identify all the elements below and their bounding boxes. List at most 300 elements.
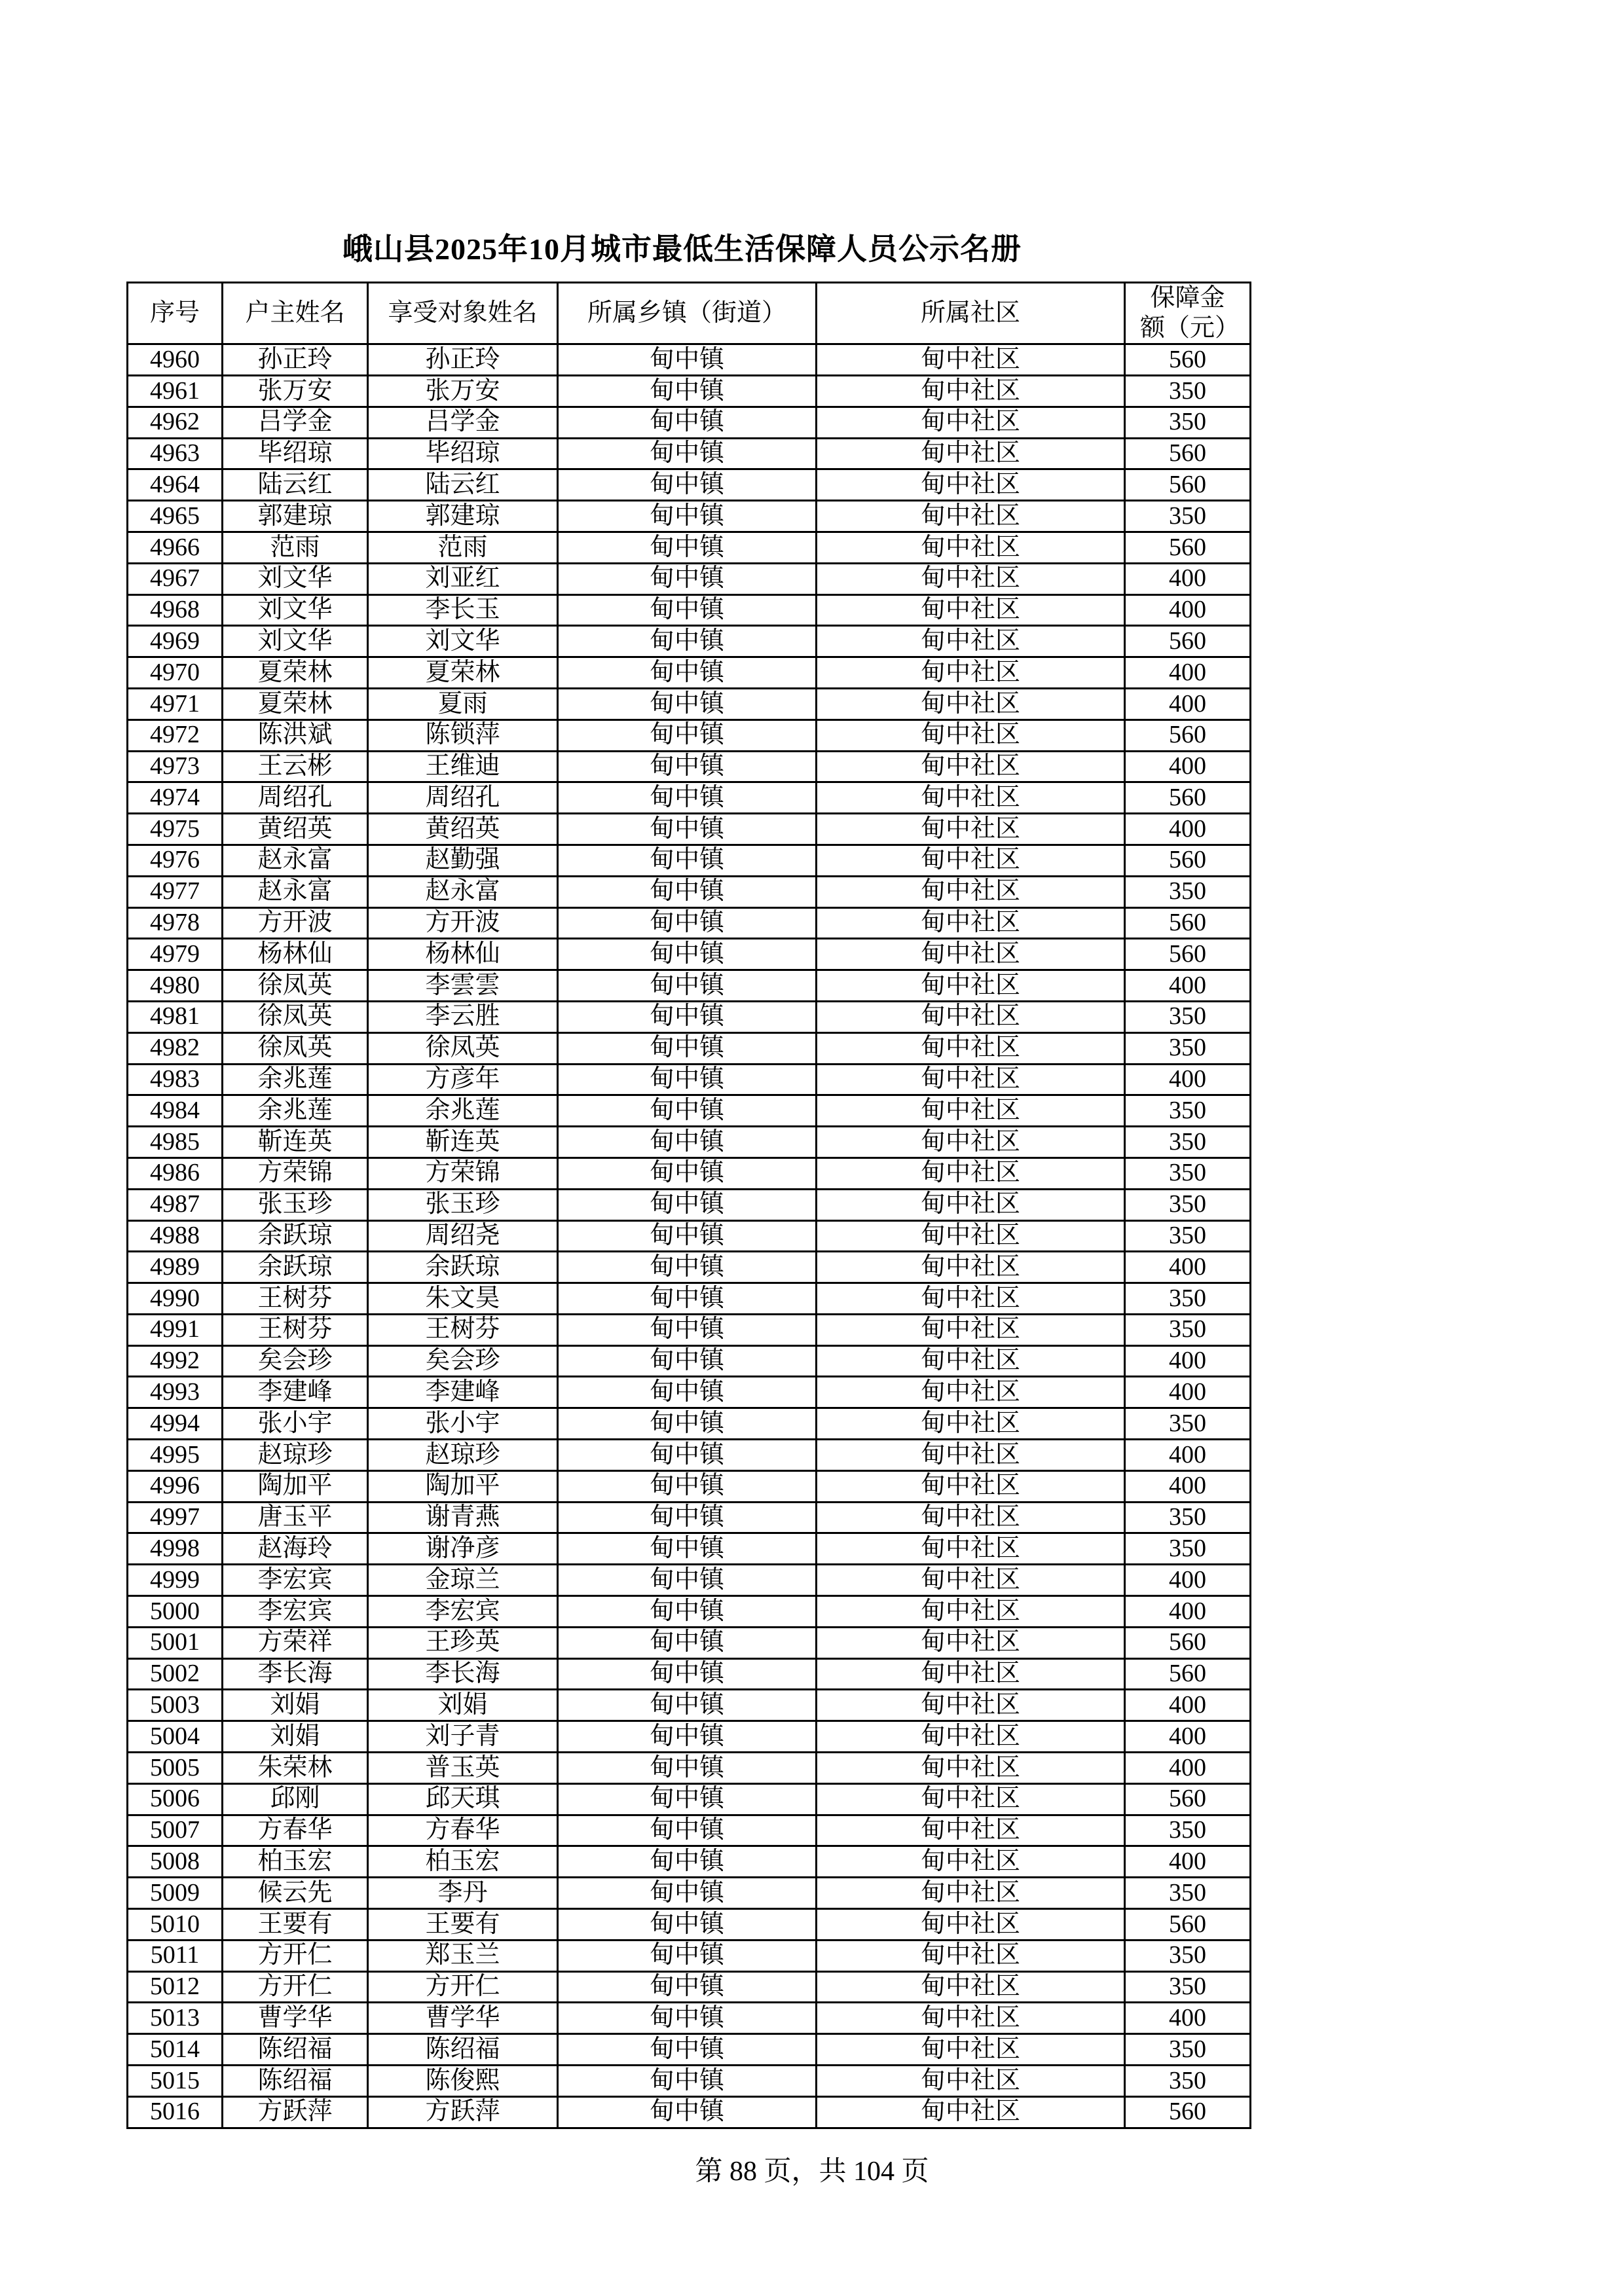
cell-serial: 4960 [128,344,223,376]
cell-beneficiary: 郭建琼 [368,501,558,532]
cell-beneficiary: 李丹 [368,1878,558,1909]
cell-amount: 350 [1125,1189,1251,1220]
table-row [128,1783,1251,1815]
cell-serial: 4986 [128,1157,223,1189]
cell-township: 甸中镇 [558,939,817,970]
cell-householder: 李宏宾 [223,1596,368,1628]
cell-community: 甸中社区 [817,1440,1125,1471]
cell-beneficiary: 李雲雲 [368,970,558,1002]
cell-beneficiary: 周绍孔 [368,782,558,814]
roster-table [126,282,1251,2129]
cell-community: 甸中社区 [817,1252,1125,1283]
table-row [128,845,1251,876]
cell-beneficiary: 余兆莲 [368,1095,558,1127]
table-row [128,1345,1251,1377]
table-row [128,2003,1251,2034]
cell-householder: 刘文华 [223,626,368,657]
table-row [128,782,1251,814]
table-body [128,344,1251,2128]
cell-beneficiary: 谢净彦 [368,1533,558,1565]
cell-township: 甸中镇 [558,907,817,939]
cell-beneficiary: 李建峰 [368,1377,558,1408]
cell-beneficiary: 毕绍琼 [368,438,558,469]
cell-township: 甸中镇 [558,2003,817,2034]
cell-serial: 5008 [128,1846,223,1878]
cell-amount: 560 [1125,469,1251,501]
table-row [128,751,1251,782]
cell-township: 甸中镇 [558,970,817,1002]
cell-amount: 400 [1125,688,1251,720]
cell-serial: 5000 [128,1596,223,1628]
cell-serial: 4975 [128,814,223,845]
cell-community: 甸中社区 [817,1878,1125,1909]
cell-householder: 方开仁 [223,1971,368,2003]
cell-householder: 吕学金 [223,407,368,438]
cell-community: 甸中社区 [817,1408,1125,1440]
cell-householder: 王树芬 [223,1314,368,1345]
cell-community: 甸中社区 [817,626,1125,657]
cell-beneficiary: 余跃琼 [368,1252,558,1283]
table-row [128,469,1251,501]
cell-serial: 5014 [128,2034,223,2066]
cell-beneficiary: 杨林仙 [368,939,558,970]
cell-community: 甸中社区 [817,1783,1125,1815]
cell-amount: 400 [1125,1470,1251,1502]
cell-householder: 方跃萍 [223,2096,368,2128]
cell-amount: 350 [1125,1157,1251,1189]
cell-amount: 350 [1125,1220,1251,1252]
cell-amount: 400 [1125,1064,1251,1095]
cell-amount: 560 [1125,720,1251,751]
cell-amount: 400 [1125,657,1251,689]
cell-township: 甸中镇 [558,1095,817,1127]
cell-beneficiary: 郑玉兰 [368,1940,558,1971]
cell-householder: 曹学华 [223,2003,368,2034]
cell-amount: 350 [1125,1533,1251,1565]
cell-amount: 560 [1125,438,1251,469]
cell-serial: 5001 [128,1627,223,1658]
cell-township: 甸中镇 [558,1189,817,1220]
cell-beneficiary: 张万安 [368,375,558,407]
cell-serial: 4964 [128,469,223,501]
cell-householder: 夏荣林 [223,657,368,689]
col-header-householder: 户主姓名 [223,283,368,344]
table-row [128,2034,1251,2066]
cell-township: 甸中镇 [558,1627,817,1658]
cell-township: 甸中镇 [558,2066,817,2097]
cell-beneficiary: 普玉英 [368,1753,558,1784]
table-row [128,532,1251,563]
table-row [128,1721,1251,1753]
cell-amount: 350 [1125,1127,1251,1158]
cell-community: 甸中社区 [817,782,1125,814]
table-row [128,1001,1251,1032]
table-row [128,594,1251,626]
cell-serial: 4998 [128,1533,223,1565]
table-row [128,563,1251,594]
cell-amount: 560 [1125,344,1251,376]
cell-township: 甸中镇 [558,1533,817,1565]
cell-householder: 候云先 [223,1878,368,1909]
cell-serial: 4976 [128,845,223,876]
cell-householder: 孙正玲 [223,344,368,376]
cell-serial: 4961 [128,375,223,407]
cell-township: 甸中镇 [558,501,817,532]
cell-serial: 5007 [128,1815,223,1846]
table-row [128,876,1251,907]
cell-amount: 560 [1125,626,1251,657]
cell-amount: 400 [1125,2003,1251,2034]
cell-community: 甸中社区 [817,939,1125,970]
cell-householder: 陆云红 [223,469,368,501]
cell-community: 甸中社区 [817,1032,1125,1064]
cell-serial: 4982 [128,1032,223,1064]
cell-community: 甸中社区 [817,1502,1125,1533]
cell-serial: 4972 [128,720,223,751]
table-row [128,939,1251,970]
cell-township: 甸中镇 [558,1220,817,1252]
cell-amount: 350 [1125,2034,1251,2066]
cell-amount: 400 [1125,1846,1251,1878]
cell-householder: 方春华 [223,1815,368,1846]
cell-township: 甸中镇 [558,814,817,845]
cell-township: 甸中镇 [558,1157,817,1189]
cell-serial: 4997 [128,1502,223,1533]
cell-householder: 余跃琼 [223,1252,368,1283]
cell-beneficiary: 方跃萍 [368,2096,558,2128]
cell-householder: 郭建琼 [223,501,368,532]
cell-township: 甸中镇 [558,1721,817,1753]
cell-householder: 刘文华 [223,563,368,594]
cell-householder: 赵永富 [223,876,368,907]
cell-community: 甸中社区 [817,2066,1125,2097]
cell-community: 甸中社区 [817,1283,1125,1315]
cell-community: 甸中社区 [817,344,1125,376]
table-row [128,1815,1251,1846]
table-row [128,626,1251,657]
cell-householder: 张万安 [223,375,368,407]
table-row [128,1189,1251,1220]
cell-householder: 方荣锦 [223,1157,368,1189]
cell-householder: 李长海 [223,1658,368,1690]
col-header-township: 所属乡镇（街道） [558,283,817,344]
cell-amount: 350 [1125,1878,1251,1909]
cell-township: 甸中镇 [558,1878,817,1909]
cell-amount: 350 [1125,1095,1251,1127]
cell-township: 甸中镇 [558,1690,817,1721]
table-row [128,1032,1251,1064]
cell-community: 甸中社区 [817,845,1125,876]
table-row [128,1502,1251,1533]
cell-township: 甸中镇 [558,1940,817,1971]
cell-community: 甸中社区 [817,1690,1125,1721]
cell-amount: 560 [1125,1909,1251,1941]
cell-community: 甸中社区 [817,1189,1125,1220]
table-row [128,438,1251,469]
cell-beneficiary: 靳连英 [368,1127,558,1158]
cell-township: 甸中镇 [558,1345,817,1377]
cell-serial: 4988 [128,1220,223,1252]
cell-serial: 4985 [128,1127,223,1158]
col-header-amount: 保障金额（元） [1125,283,1251,344]
cell-amount: 350 [1125,1032,1251,1064]
cell-community: 甸中社区 [817,1470,1125,1502]
cell-amount: 400 [1125,1721,1251,1753]
table-row [128,344,1251,376]
cell-township: 甸中镇 [558,438,817,469]
cell-community: 甸中社区 [817,1753,1125,1784]
cell-beneficiary: 刘娟 [368,1690,558,1721]
cell-community: 甸中社区 [817,1596,1125,1628]
cell-serial: 5004 [128,1721,223,1753]
cell-township: 甸中镇 [558,1252,817,1283]
cell-amount: 560 [1125,1783,1251,1815]
col-header-beneficiary: 享受对象姓名 [368,283,558,344]
cell-householder: 方开波 [223,907,368,939]
cell-serial: 5002 [128,1658,223,1690]
cell-householder: 黄绍英 [223,814,368,845]
cell-amount: 560 [1125,845,1251,876]
table-row [128,1690,1251,1721]
cell-beneficiary: 金琼兰 [368,1565,558,1596]
cell-community: 甸中社区 [817,1345,1125,1377]
cell-householder: 赵琼珍 [223,1440,368,1471]
cell-community: 甸中社区 [817,1157,1125,1189]
cell-community: 甸中社区 [817,563,1125,594]
table-row [128,1627,1251,1658]
cell-township: 甸中镇 [558,1314,817,1345]
cell-serial: 5016 [128,2096,223,2128]
cell-householder: 朱荣林 [223,1753,368,1784]
cell-householder: 陈绍福 [223,2034,368,2066]
cell-amount: 350 [1125,407,1251,438]
cell-township: 甸中镇 [558,2096,817,2128]
table-row [128,1878,1251,1909]
cell-beneficiary: 李云胜 [368,1001,558,1032]
cell-serial: 5009 [128,1878,223,1909]
cell-community: 甸中社区 [817,438,1125,469]
cell-township: 甸中镇 [558,594,817,626]
cell-serial: 4987 [128,1189,223,1220]
cell-township: 甸中镇 [558,1001,817,1032]
cell-serial: 4991 [128,1314,223,1345]
cell-township: 甸中镇 [558,626,817,657]
cell-amount: 400 [1125,594,1251,626]
cell-amount: 400 [1125,1565,1251,1596]
cell-community: 甸中社区 [817,657,1125,689]
cell-householder: 夏荣林 [223,688,368,720]
cell-serial: 4963 [128,438,223,469]
table-row [128,1940,1251,1971]
cell-community: 甸中社区 [817,1377,1125,1408]
cell-serial: 5005 [128,1753,223,1784]
cell-township: 甸中镇 [558,1971,817,2003]
cell-community: 甸中社区 [817,407,1125,438]
cell-amount: 350 [1125,1815,1251,1846]
cell-community: 甸中社区 [817,1127,1125,1158]
cell-beneficiary: 李宏宾 [368,1596,558,1628]
cell-serial: 4968 [128,594,223,626]
cell-householder: 李建峰 [223,1377,368,1408]
cell-householder: 徐凤英 [223,1001,368,1032]
cell-householder: 矣会珍 [223,1345,368,1377]
cell-householder: 靳连英 [223,1127,368,1158]
cell-community: 甸中社区 [817,1658,1125,1690]
cell-amount: 400 [1125,1345,1251,1377]
cell-amount: 400 [1125,1753,1251,1784]
cell-community: 甸中社区 [817,970,1125,1002]
table-row [128,407,1251,438]
cell-householder: 余跃琼 [223,1220,368,1252]
table-row [128,2096,1251,2128]
cell-beneficiary: 王珍英 [368,1627,558,1658]
cell-beneficiary: 王要有 [368,1909,558,1941]
cell-serial: 4995 [128,1440,223,1471]
cell-township: 甸中镇 [558,876,817,907]
cell-township: 甸中镇 [558,1596,817,1628]
cell-householder: 邱刚 [223,1783,368,1815]
cell-beneficiary: 矣会珍 [368,1345,558,1377]
table-row [128,1533,1251,1565]
cell-beneficiary: 李长海 [368,1658,558,1690]
cell-beneficiary: 谢青燕 [368,1502,558,1533]
cell-amount: 350 [1125,375,1251,407]
cell-township: 甸中镇 [558,1283,817,1315]
cell-serial: 4979 [128,939,223,970]
cell-serial: 5015 [128,2066,223,2097]
cell-beneficiary: 孙正玲 [368,344,558,376]
cell-township: 甸中镇 [558,1064,817,1095]
cell-community: 甸中社区 [817,1721,1125,1753]
cell-serial: 4984 [128,1095,223,1127]
cell-serial: 4965 [128,501,223,532]
cell-township: 甸中镇 [558,688,817,720]
cell-amount: 400 [1125,1690,1251,1721]
cell-beneficiary: 朱文昊 [368,1283,558,1315]
cell-beneficiary: 刘亚红 [368,563,558,594]
cell-householder: 陶加平 [223,1470,368,1502]
table-row [128,907,1251,939]
cell-householder: 陈洪斌 [223,720,368,751]
table-row [128,1314,1251,1345]
cell-township: 甸中镇 [558,532,817,563]
cell-township: 甸中镇 [558,1127,817,1158]
table-row [128,1440,1251,1471]
table-row [128,1377,1251,1408]
cell-township: 甸中镇 [558,375,817,407]
cell-serial: 4996 [128,1470,223,1502]
cell-amount: 400 [1125,1440,1251,1471]
cell-householder: 范雨 [223,532,368,563]
cell-amount: 350 [1125,1502,1251,1533]
cell-beneficiary: 黄绍英 [368,814,558,845]
cell-serial: 5013 [128,2003,223,2034]
cell-township: 甸中镇 [558,1815,817,1846]
cell-community: 甸中社区 [817,1314,1125,1345]
cell-beneficiary: 徐凤英 [368,1032,558,1064]
cell-amount: 560 [1125,782,1251,814]
cell-householder: 张玉珍 [223,1189,368,1220]
cell-serial: 4983 [128,1064,223,1095]
cell-serial: 4994 [128,1408,223,1440]
cell-beneficiary: 陈绍福 [368,2034,558,2066]
cell-community: 甸中社区 [817,1627,1125,1658]
cell-beneficiary: 刘子青 [368,1721,558,1753]
cell-township: 甸中镇 [558,563,817,594]
col-header-community: 所属社区 [817,283,1125,344]
cell-serial: 4977 [128,876,223,907]
table-row [128,1283,1251,1315]
cell-township: 甸中镇 [558,1658,817,1690]
cell-beneficiary: 方开波 [368,907,558,939]
table-row [128,1753,1251,1784]
cell-beneficiary: 方彦年 [368,1064,558,1095]
cell-householder: 陈绍福 [223,2066,368,2097]
table-row [128,688,1251,720]
table-row [128,375,1251,407]
cell-community: 甸中社区 [817,469,1125,501]
cell-township: 甸中镇 [558,1783,817,1815]
cell-beneficiary: 李长玉 [368,594,558,626]
cell-amount: 350 [1125,1314,1251,1345]
cell-community: 甸中社区 [817,1909,1125,1941]
cell-serial: 4974 [128,782,223,814]
cell-serial: 5003 [128,1690,223,1721]
cell-beneficiary: 夏荣林 [368,657,558,689]
cell-community: 甸中社区 [817,501,1125,532]
cell-serial: 4966 [128,532,223,563]
cell-serial: 4971 [128,688,223,720]
page-title: 峨山县2025年10月城市最低生活保障人员公示名册 [342,232,1022,266]
table-row [128,720,1251,751]
cell-beneficiary: 陈锁萍 [368,720,558,751]
table-row [128,501,1251,532]
cell-serial: 4978 [128,907,223,939]
cell-beneficiary: 陈俊熙 [368,2066,558,2097]
table-row [128,2066,1251,2097]
cell-beneficiary: 张玉珍 [368,1189,558,1220]
cell-householder: 徐凤英 [223,970,368,1002]
cell-amount: 400 [1125,1252,1251,1283]
cell-householder: 张小宇 [223,1408,368,1440]
cell-community: 甸中社区 [817,2034,1125,2066]
cell-householder: 毕绍琼 [223,438,368,469]
cell-serial: 4969 [128,626,223,657]
cell-township: 甸中镇 [558,2034,817,2066]
cell-amount: 400 [1125,970,1251,1002]
cell-community: 甸中社区 [817,688,1125,720]
cell-beneficiary: 邱天琪 [368,1783,558,1815]
cell-amount: 350 [1125,1408,1251,1440]
cell-beneficiary: 方开仁 [368,1971,558,2003]
cell-amount: 560 [1125,2096,1251,2128]
cell-serial: 4989 [128,1252,223,1283]
cell-amount: 400 [1125,563,1251,594]
cell-serial: 5012 [128,1971,223,2003]
cell-community: 甸中社区 [817,2003,1125,2034]
cell-householder: 余兆莲 [223,1064,368,1095]
cell-township: 甸中镇 [558,1408,817,1440]
cell-community: 甸中社区 [817,876,1125,907]
cell-amount: 350 [1125,1283,1251,1315]
cell-community: 甸中社区 [817,2096,1125,2128]
cell-beneficiary: 方春华 [368,1815,558,1846]
cell-serial: 5010 [128,1909,223,1941]
cell-beneficiary: 刘文华 [368,626,558,657]
cell-beneficiary: 王维迪 [368,751,558,782]
cell-township: 甸中镇 [558,1753,817,1784]
table-row [128,1157,1251,1189]
